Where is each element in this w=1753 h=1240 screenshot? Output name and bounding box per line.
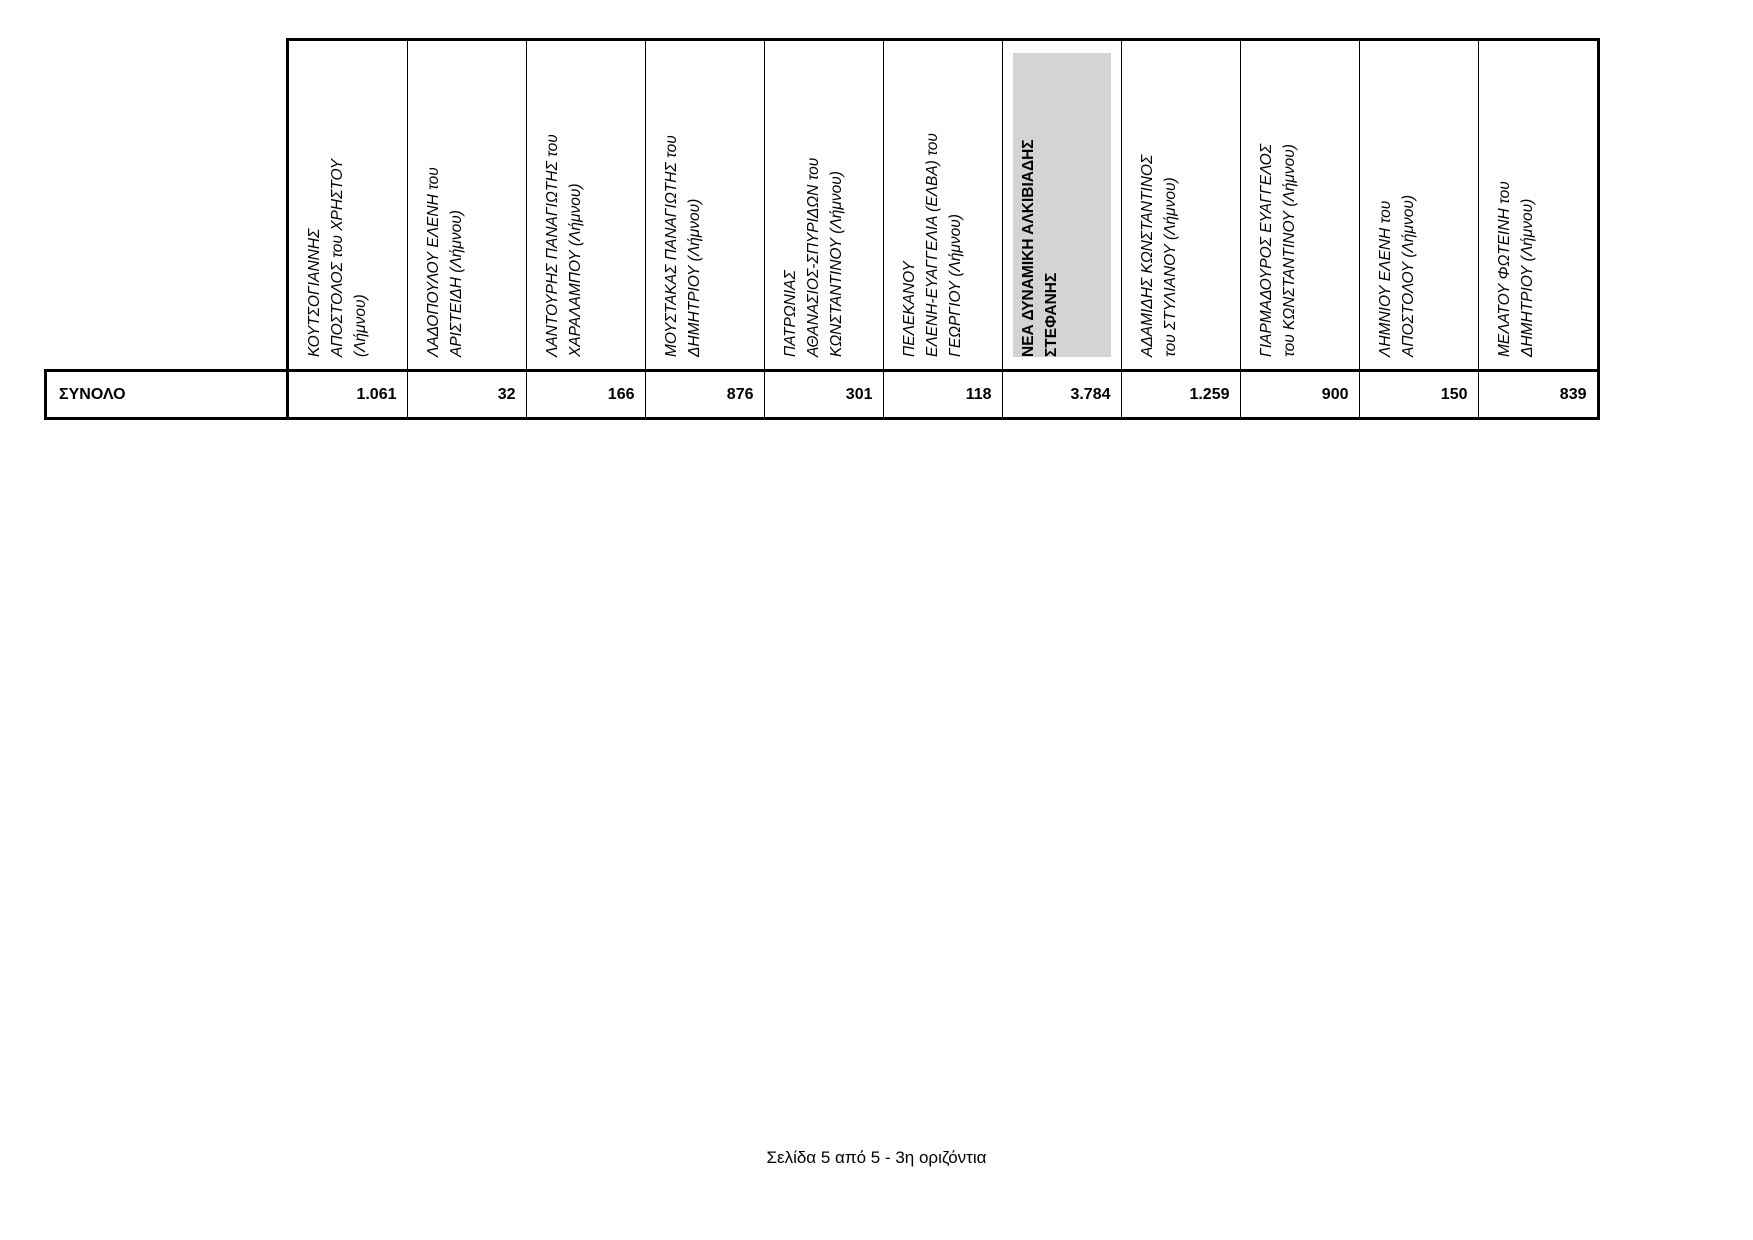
total-value-9: 900 (1240, 371, 1359, 419)
column-header-9: ΓΙΑΡΜΑΔΟΥΡΟΣ ΕΥΑΓΓΕΛΟΣ του ΚΩΝΣΤΑΝΤΙΝΟΥ (Λήμνου) (1240, 40, 1359, 371)
total-value-3: 166 (526, 371, 645, 419)
header-row (46, 40, 1599, 371)
total-value-4: 876 (645, 371, 764, 419)
total-row-label: ΣΥΝΟΛΟ (46, 371, 288, 419)
column-header-7-highlighted: ΝΕΑ ΔΥΝΑΜΙΚΗ ΑΛΚΙΒΙΑΔΗΣ ΣΤΕΦΑΝΗΣ (1002, 40, 1121, 371)
total-value-5: 301 (764, 371, 883, 419)
total-row (46, 371, 1599, 419)
column-header-11: ΜΕΛΑΤΟΥ ΦΩΤΕΙΝΗ του ΔΗΜΗΤΡΙΟΥ (Λήμνου) (1478, 40, 1598, 371)
total-value-11: 839 (1478, 371, 1598, 419)
column-header-4: ΜΟΥΣΤΑΚΑΣ ΠΑΝΑΓΙΩΤΗΣ του ΔΗΜΗΤΡΙΟΥ (Λήμνου) (645, 40, 764, 371)
column-header-3: ΛΑΝΤΟΥΡΗΣ ΠΑΝΑΓΙΩΤΗΣ του ΧΑΡΑΛΑΜΠΟΥ (Λήμνου) (526, 40, 645, 371)
column-header-2: ΛΑΔΟΠΟΥΛΟΥ ΕΛΕΝΗ του ΑΡΙΣΤΕΙΔΗ (Λήμνου) (407, 40, 526, 371)
column-header-8: ΑΔΑΜΙΔΗΣ ΚΩΝΣΤΑΝΤΙΝΟΣ του ΣΤΥΛΙΑΝΟΥ (Λήμνου) (1121, 40, 1240, 371)
total-value-1: 1.061 (287, 371, 407, 419)
total-value-8: 1.259 (1121, 371, 1240, 419)
results-table (44, 38, 1600, 420)
header-corner (46, 40, 288, 371)
total-value-2: 32 (407, 371, 526, 419)
column-header-6: ΠΕΛΕΚΑΝΟΥ ΕΛΕΝΗ-ΕΥΑΓΓΕΛΙΑ (ΕΛΒΑ) του ΓΕΩΡΓΙΟΥ (Λήμνου) (883, 40, 1002, 371)
column-header-5: ΠΑΤΡΩΝΙΑΣ ΑΘΑΝΑΣΙΟΣ-ΣΠΥΡΙΔΩΝ του ΚΩΝΣΤΑΝΤΙΝΟΥ (Λήμνου) (764, 40, 883, 371)
column-header-10: ΛΗΜΝΙΟΥ ΕΛΕΝΗ του ΑΠΟΣΤΟΛΟΥ (Λήμνου) (1359, 40, 1478, 371)
total-value-7: 3.784 (1002, 371, 1121, 419)
total-value-10: 150 (1359, 371, 1478, 419)
total-value-6: 118 (883, 371, 1002, 419)
column-header-1: ΚΟΥΤΣΟΓΙΑΝΝΗΣ ΑΠΟΣΤΟΛΟΣ του ΧΡΗΣΤΟΥ (Λήμνου) (287, 40, 407, 371)
page-footer: Σελίδα 5 από 5 - 3η οριζόντια (766, 1148, 987, 1167)
